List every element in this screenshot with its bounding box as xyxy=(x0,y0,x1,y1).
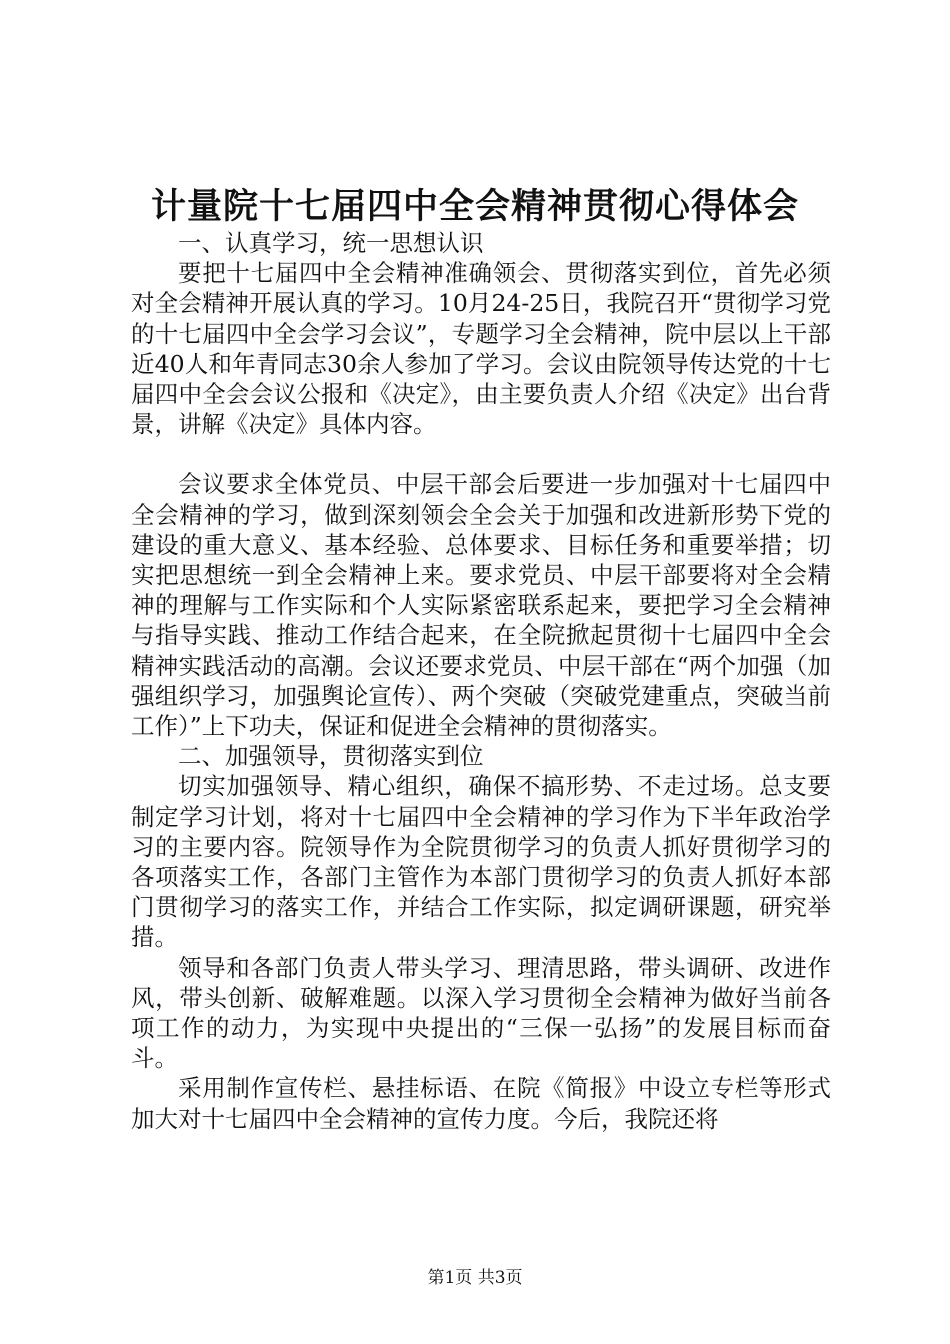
section-heading-1: 一、认真学习，统一思想认识 xyxy=(178,229,484,257)
paragraph-5: 采用制作宣传栏、悬挂标语、在院《简报》中设立专栏等形式加大对十七届四中全会精神的宣传力度。今后，我院还将 xyxy=(131,1074,831,1133)
page-number-footer: 第1页 共3页 xyxy=(427,1268,523,1288)
document-body xyxy=(131,228,831,1134)
paragraph-1: 要把十七届四中全会精神准确领会、贯彻落实到位，首先必须对全会精神开展认真的学习。10月24-25日，我院召开“贯彻学习党的十七届四中全会学习会议”，专题学习全会精神，院中层以上干部近40人和年青同志30余人参加了学习。会议由院领导传达党的十七届四中全会会议公报和《决定》，由主要负责人介绍《决定》出台背景，讲解《决定》具体内容。 xyxy=(131,259,831,439)
document-title: 计量院十七届四中全会精神贯彻心得体会 xyxy=(150,186,799,227)
section-heading-2: 二、加强领导，贯彻落实到位 xyxy=(178,742,484,771)
paragraph-4: 领导和各部门负责人带头学习、理清思路，带头调研、改进作风，带头创新、破解难题。以深入学习贯彻全会精神为做好当前各项工作的动力，为实现中央提出的“三保一弘扬”的发展目标而奋斗。 xyxy=(131,953,831,1073)
paragraph-3: 切实加强领导、精心组织，确保不搞形势、不走过场。总支要制定学习计划，将对十七届四中全会精神的学习作为下半年政治学习的主要内容。院领导作为全院贯彻学习的负责人抓好贯彻学习的各项落实工作，各部门主管作为本部门贯彻学习的负责人抓好本部门贯彻学习的落实工作，并结合工作实际，拟定调研课题，研究举措。 xyxy=(131,772,831,952)
paragraph-2: 会议要求全体党员、中层干部会后要进一步加强对十七届四中全会精神的学习，做到深刻领会全会关于加强和改进新形势下党的建设的重大意义、基本经验、总体要求、目标任务和重要举措；切实把思想统一到全会精神上来。要求党员、中层干部要将对全会精神的理解与工作实际和个人实际紧密联系起来，要把学习全会精神与指导实践、推动工作结合起来，在全院掀起贯彻十七届四中全会精神实践活动的高潮。会议还要求党员、中层干部在“两个加强（加强组织学习，加强舆论宣传）、两个突破（突破党建重点，突破当前工作）”上下功夫，保证和促进全会精神的贯彻落实。 xyxy=(131,470,831,741)
